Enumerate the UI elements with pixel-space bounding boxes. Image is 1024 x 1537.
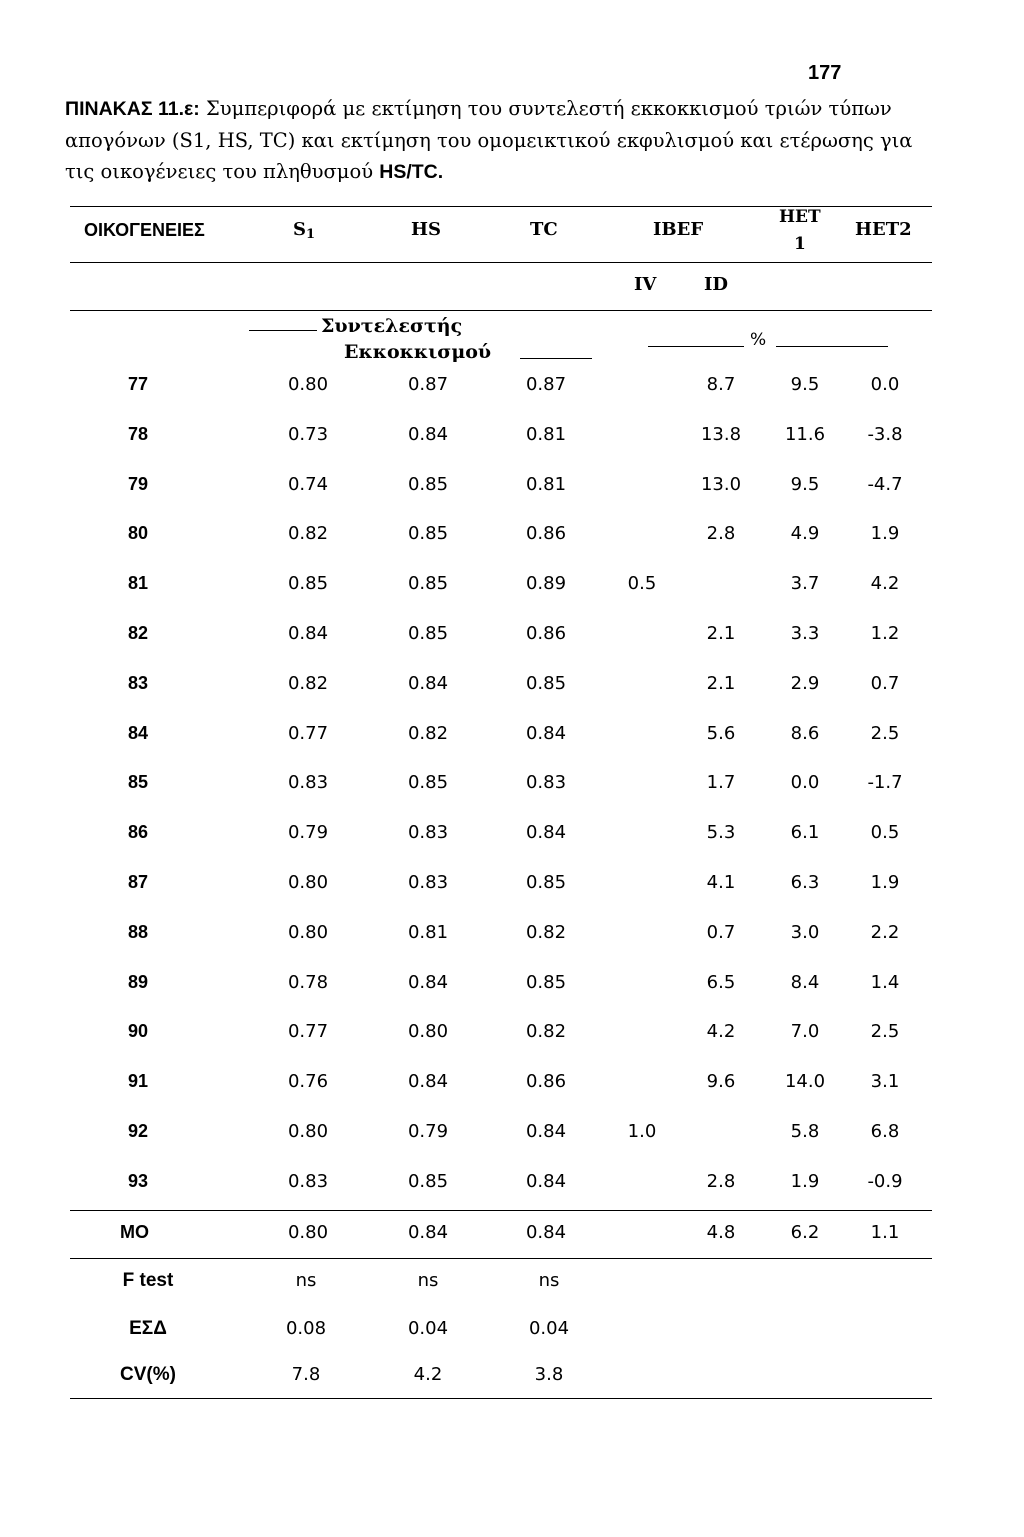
header-hs: HS <box>411 219 442 240</box>
het2-cell: 1.1 <box>870 1222 900 1243</box>
family-cell: ΜΟ <box>120 1222 149 1242</box>
het2-cell: 0.7 <box>870 672 900 694</box>
tc-cell: 0.87 <box>525 374 567 395</box>
hs-cell: 0.85 <box>407 772 449 794</box>
header-coef-line2: Εκκοκκισμού <box>344 341 492 363</box>
caption-text: Συμπεριφορά με εκτίμηση του συντελεστή εκκοκκισμού τριών τύπων απογόνων (S1, HS, TC) και εκτίμηση του ομομεικτικού εκφυλισμού και ετέρωσης για τις οικογένειες του πληθυσμού <box>65 97 913 183</box>
s1-cell: 0.74 <box>287 473 329 495</box>
het1-cell: 5.8 <box>790 1121 820 1142</box>
id-cell: 5.3 <box>706 822 736 844</box>
het1-cell: 9.5 <box>790 473 820 495</box>
id-cell: 9.6 <box>706 1071 736 1093</box>
het1-cell: 6.1 <box>790 822 820 844</box>
het1-cell: 11.6 <box>784 423 826 445</box>
tc-cell: 0.84 <box>525 1222 567 1243</box>
het1-cell: 6.3 <box>790 872 820 893</box>
het1-cell: 14.0 <box>784 1071 826 1093</box>
hs-cell: 0.84 <box>407 672 449 694</box>
header-tc: TC <box>530 219 558 240</box>
hs-cell: 0.80 <box>407 1021 449 1043</box>
mean-bottom-rule <box>70 1258 932 1259</box>
hs-cell: 0.87 <box>407 374 449 395</box>
het2-cell: 1.9 <box>870 523 900 545</box>
hs-cell: 0.85 <box>407 623 449 644</box>
family-cell: 88 <box>128 921 149 942</box>
family-cell: 93 <box>128 1170 149 1191</box>
table-row <box>0 673 1024 703</box>
het2-cell: 0.0 <box>870 374 900 395</box>
tc-cell: 0.81 <box>525 423 567 445</box>
tc-cell: 0.82 <box>525 921 567 943</box>
table-row <box>0 1021 1024 1051</box>
het2-cell: -1.7 <box>867 772 903 794</box>
caption-label: ΠΙΝΑΚΑΣ 11.ε: <box>65 98 200 120</box>
id-cell: 4.2 <box>706 1021 736 1043</box>
percent-right-rule <box>776 346 888 347</box>
table-row <box>0 872 1024 902</box>
id-cell: 0.7 <box>706 921 736 943</box>
id-cell: 2.8 <box>706 1170 736 1192</box>
het1-cell: 3.7 <box>790 573 820 595</box>
header-het1-top: HET <box>779 207 821 227</box>
table-row <box>0 822 1024 852</box>
stats-s1-cell: ns <box>295 1270 317 1291</box>
family-cell: 81 <box>128 573 149 594</box>
s1-cell: 0.73 <box>287 423 329 445</box>
het2-cell: 1.9 <box>870 872 900 893</box>
id-cell: 13.8 <box>700 423 742 445</box>
s1-cell: 0.82 <box>287 523 329 545</box>
tc-cell: 0.85 <box>525 971 567 993</box>
header-ibef: IBEF <box>653 219 704 240</box>
s1-cell: 0.77 <box>287 722 329 744</box>
family-cell: 83 <box>128 672 149 693</box>
het1-cell: 0.0 <box>790 772 820 794</box>
table-row <box>0 474 1024 504</box>
tc-cell: 0.83 <box>525 772 567 794</box>
hs-cell: 0.81 <box>407 921 449 943</box>
het2-cell: 0.5 <box>870 822 900 844</box>
caption-bold-end: HS/TC. <box>379 161 444 183</box>
het2-cell: 2.5 <box>870 722 900 744</box>
iv-cell: 0.5 <box>627 573 657 595</box>
id-cell: 13.0 <box>700 473 742 495</box>
family-cell: 86 <box>128 822 149 843</box>
header-id: ID <box>704 274 729 295</box>
s1-cell: 0.80 <box>287 1121 329 1142</box>
het2-cell: 6.8 <box>870 1121 900 1142</box>
het1-cell: 9.5 <box>790 374 820 395</box>
hs-cell: 0.84 <box>407 971 449 993</box>
stats-label: F test <box>122 1270 174 1291</box>
family-cell: 77 <box>128 374 149 394</box>
mean-top-rule <box>70 1210 932 1211</box>
het2-cell: 4.2 <box>870 573 900 595</box>
s1-cell: 0.80 <box>287 921 329 943</box>
table-caption <box>65 93 945 188</box>
s1-cell: 0.85 <box>287 573 329 595</box>
header-families: ΟΙΚΟΓΕΝΕΙΕΣ <box>84 220 205 240</box>
family-cell: 78 <box>128 423 149 444</box>
stats-hs-cell: ns <box>417 1270 439 1291</box>
table-row <box>0 1171 1024 1201</box>
het2-cell: 1.2 <box>870 623 900 644</box>
s1-cell: 0.80 <box>287 374 329 395</box>
hs-cell: 0.79 <box>407 1121 449 1142</box>
s1-cell: 0.83 <box>287 772 329 794</box>
coef-right-rule <box>520 358 592 359</box>
header-mid-rule <box>70 262 932 263</box>
hs-cell: 0.84 <box>407 423 449 445</box>
id-cell: 2.1 <box>706 672 736 694</box>
mean-row <box>0 1222 1024 1252</box>
stats-row <box>0 1270 1024 1300</box>
s1-cell: 0.78 <box>287 971 329 993</box>
het2-cell: -0.9 <box>867 1170 903 1192</box>
s1-cell: 0.83 <box>287 1170 329 1192</box>
family-cell: 91 <box>128 1071 149 1092</box>
tc-cell: 0.84 <box>525 822 567 844</box>
hs-cell: 0.83 <box>407 872 449 893</box>
header-sub-rule <box>70 310 932 311</box>
header-het2: HET2 <box>855 219 912 240</box>
hs-cell: 0.83 <box>407 822 449 844</box>
table-bottom-rule <box>70 1398 932 1399</box>
id-cell: 8.7 <box>706 374 736 395</box>
het1-cell: 8.4 <box>790 971 820 993</box>
family-cell: 79 <box>128 473 149 494</box>
header-coef-line1: Συντελεστής <box>321 315 463 337</box>
s1-cell: 0.76 <box>287 1071 329 1093</box>
stats-tc-cell: 3.8 <box>534 1364 564 1385</box>
table-row <box>0 523 1024 553</box>
het1-cell: 3.3 <box>790 623 820 644</box>
het1-cell: 2.9 <box>790 672 820 694</box>
header-iv: IV <box>634 274 657 295</box>
family-cell: 92 <box>128 1121 149 1141</box>
stats-tc-cell: 0.04 <box>528 1318 570 1339</box>
table-row <box>0 424 1024 454</box>
id-cell: 5.6 <box>706 722 736 744</box>
stats-hs-cell: 0.04 <box>407 1318 449 1339</box>
tc-cell: 0.86 <box>525 1071 567 1093</box>
table-row <box>0 772 1024 802</box>
family-cell: 80 <box>128 523 149 544</box>
family-cell: 90 <box>128 1021 149 1042</box>
stats-s1-cell: 7.8 <box>291 1364 321 1385</box>
id-cell: 4.8 <box>706 1222 736 1243</box>
id-cell: 6.5 <box>706 971 736 993</box>
tc-cell: 0.81 <box>525 473 567 495</box>
stats-label: CV(%) <box>120 1364 176 1385</box>
het2-cell: 1.4 <box>870 971 900 993</box>
tc-cell: 0.84 <box>525 1121 567 1142</box>
s1-cell: 0.84 <box>287 623 329 644</box>
table-row <box>0 573 1024 603</box>
stats-s1-cell: 0.08 <box>285 1318 327 1339</box>
table-row <box>0 623 1024 653</box>
tc-cell: 0.85 <box>525 672 567 694</box>
s1-cell: 0.80 <box>287 872 329 893</box>
stats-hs-cell: 4.2 <box>413 1364 443 1385</box>
family-cell: 85 <box>128 772 149 793</box>
het1-cell: 6.2 <box>790 1222 820 1243</box>
het2-cell: 2.5 <box>870 1021 900 1043</box>
family-cell: 89 <box>128 971 149 992</box>
tc-cell: 0.86 <box>525 623 567 644</box>
hs-cell: 0.85 <box>407 523 449 545</box>
tc-cell: 0.84 <box>525 1170 567 1192</box>
hs-cell: 0.84 <box>407 1222 449 1243</box>
hs-cell: 0.85 <box>407 473 449 495</box>
s1-cell: 0.79 <box>287 822 329 844</box>
stats-tc-cell: ns <box>538 1270 560 1291</box>
tc-cell: 0.89 <box>525 573 567 595</box>
coef-left-rule <box>249 330 317 331</box>
het1-cell: 1.9 <box>790 1170 820 1192</box>
stats-row <box>0 1364 1024 1394</box>
s1-cell: 0.80 <box>287 1222 329 1243</box>
table-row <box>0 374 1024 404</box>
het1-cell: 8.6 <box>790 722 820 744</box>
table-row <box>0 972 1024 1002</box>
table-row <box>0 1071 1024 1101</box>
het1-cell: 4.9 <box>790 523 820 545</box>
family-cell: 82 <box>128 623 149 643</box>
hs-cell: 0.85 <box>407 573 449 595</box>
id-cell: 4.1 <box>706 872 736 893</box>
id-cell: 2.8 <box>706 523 736 545</box>
family-cell: 84 <box>128 722 149 743</box>
het1-cell: 3.0 <box>790 921 820 943</box>
stats-row <box>0 1318 1024 1348</box>
tc-cell: 0.86 <box>525 523 567 545</box>
id-cell: 2.1 <box>706 623 736 644</box>
stats-label: ΕΣΔ <box>129 1318 167 1339</box>
id-cell: 1.7 <box>706 772 736 794</box>
percent-left-rule <box>648 346 744 347</box>
iv-cell: 1.0 <box>627 1121 657 1142</box>
het2-cell: 3.1 <box>870 1071 900 1093</box>
het2-cell: -3.8 <box>867 423 903 445</box>
tc-cell: 0.85 <box>525 872 567 893</box>
hs-cell: 0.82 <box>407 722 449 744</box>
s1-cell: 0.82 <box>287 672 329 694</box>
page-number: 177 <box>808 62 842 84</box>
header-s1: $S_1$ <box>293 219 316 242</box>
hs-cell: 0.85 <box>407 1170 449 1192</box>
table-row <box>0 1121 1024 1151</box>
tc-cell: 0.84 <box>525 722 567 744</box>
het1-cell: 7.0 <box>790 1021 820 1043</box>
hs-cell: 0.84 <box>407 1071 449 1093</box>
table-row <box>0 723 1024 753</box>
het2-cell: 2.2 <box>870 921 900 943</box>
s1-cell: 0.77 <box>287 1021 329 1043</box>
tc-cell: 0.82 <box>525 1021 567 1043</box>
header-het1-bottom: 1 <box>794 234 806 254</box>
het2-cell: -4.7 <box>867 473 903 495</box>
family-cell: 87 <box>128 872 149 892</box>
table-row <box>0 922 1024 952</box>
header-percent: % <box>750 330 767 350</box>
